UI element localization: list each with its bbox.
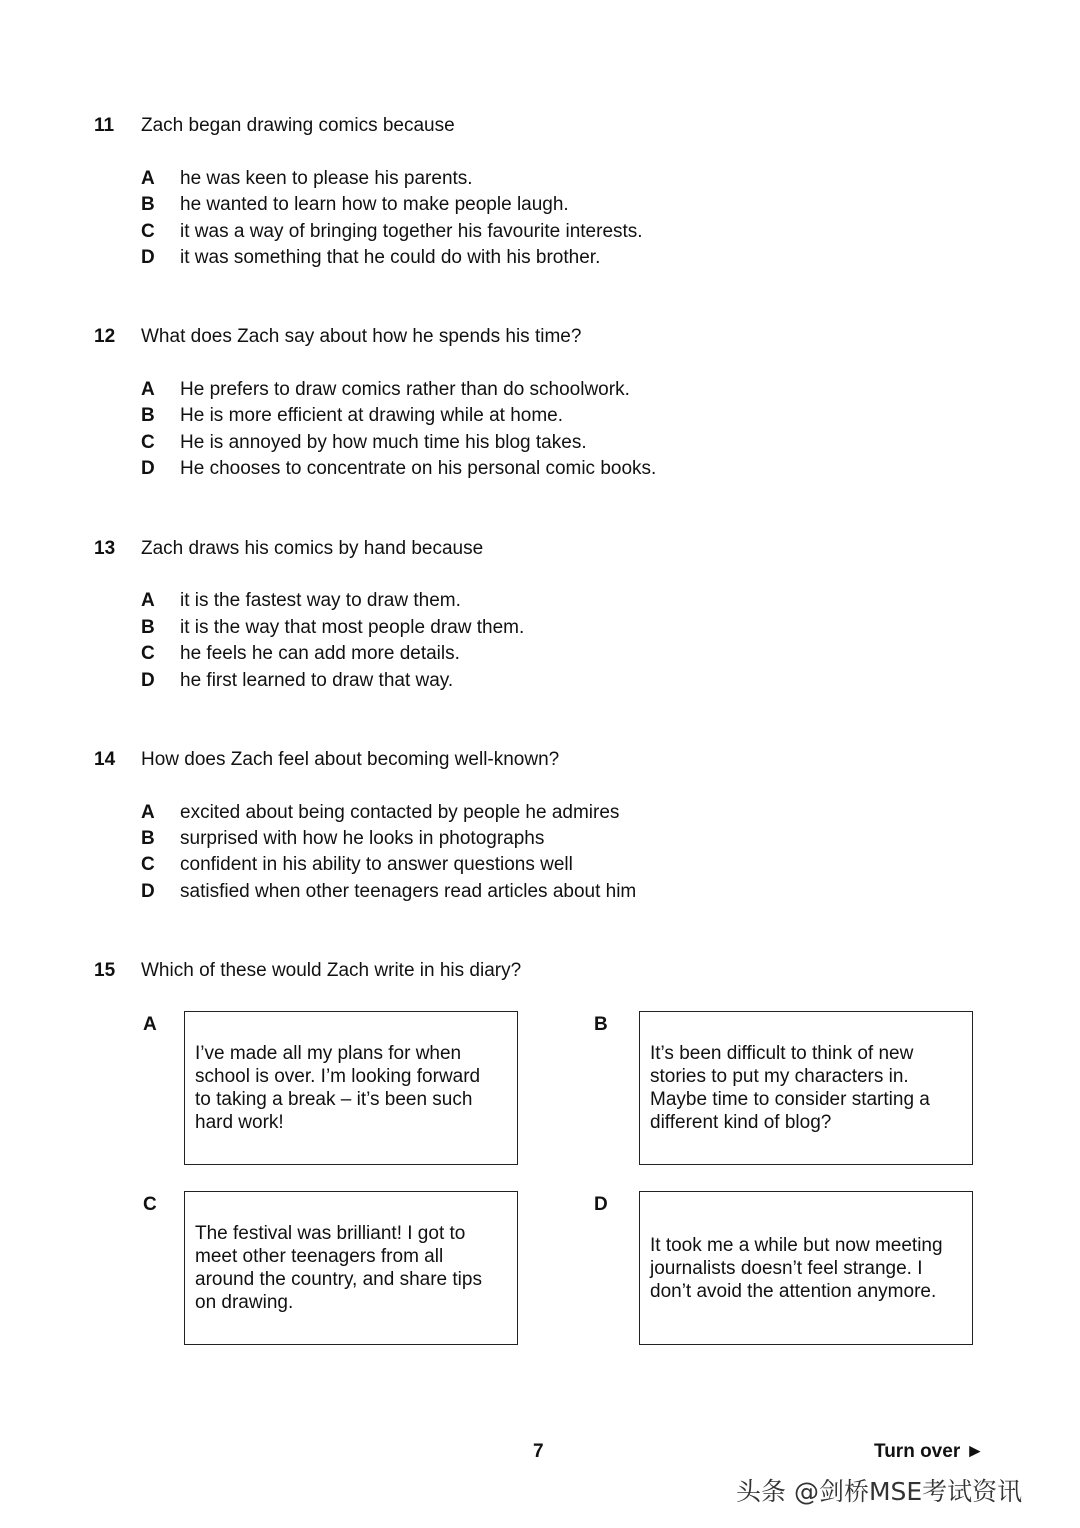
question-number: 15 [94,960,116,981]
option-c[interactable] [0,643,1080,669]
option-c[interactable] [0,432,1080,458]
option-text: it is the fastest way to draw them. [180,590,461,611]
option-text: it is the way that most people draw them. [180,617,525,638]
turn-over-label: Turn over ► [874,1441,985,1462]
option-c[interactable] [0,854,1080,880]
option-letter: A [141,802,155,823]
question-number: 14 [94,749,116,770]
diary-box-c[interactable] [184,1191,518,1345]
option-text: surprised with how he looks in photographs [180,828,545,849]
option-text: confident in his ability to answer questions well [180,854,573,875]
question-stem: Zach draws his comics by hand because [141,538,484,559]
option-text: satisfied when other teenagers read articles about him [180,881,637,902]
diary-text: The festival was brilliant! I got to meet other teenagers from all around the country, and share tips on drawing. [195,1223,482,1313]
option-text: it was a way of bringing together his favourite interests. [180,221,643,242]
option-letter: C [143,1194,157,1215]
question-stem: How does Zach feel about becoming well-known? [141,749,560,770]
watermark: 头条 @剑桥MSE考试资讯 [736,1477,1023,1506]
option-text: excited about being contacted by people he admires [180,802,620,823]
option-letter: B [594,1014,608,1035]
option-text: He prefers to draw comics rather than do schoolwork. [180,379,630,400]
option-letter: D [141,670,155,691]
question-stem: Zach began drawing comics because [141,115,455,136]
option-letter: B [141,828,155,849]
option-c[interactable] [0,221,1080,247]
diary-box-a[interactable] [184,1011,518,1165]
option-a[interactable] [0,802,1080,828]
option-text: He is annoyed by how much time his blog takes. [180,432,587,453]
option-text: He chooses to concentrate on his personal comic books. [180,458,657,479]
option-letter: A [141,168,155,189]
diary-text: I’ve made all my plans for when school is over. I’m looking forward to taking a break – it’s been such hard work! [195,1043,481,1133]
question-number: 11 [94,115,115,136]
option-letter: B [141,194,155,215]
diary-box-d[interactable] [639,1191,973,1345]
option-a[interactable] [0,379,1080,405]
option-b[interactable] [0,617,1080,643]
option-letter: C [141,854,155,875]
option-d[interactable] [0,670,1080,696]
option-text: he was keen to please his parents. [180,168,473,189]
option-b[interactable] [0,194,1080,220]
option-b[interactable] [0,405,1080,431]
option-a[interactable] [0,168,1080,194]
option-letter: D [141,881,155,902]
question-stem: What does Zach say about how he spends his time? [141,326,582,347]
option-letter: A [141,379,155,400]
diary-text: It took me a while but now meeting journalists doesn’t feel strange. I don’t avoid the attention anymore. [650,1234,943,1302]
option-letter: C [141,221,155,242]
option-letter: C [141,643,155,664]
option-text: he feels he can add more details. [180,643,460,664]
page-number: 7 [533,1441,544,1462]
option-d[interactable] [0,881,1080,907]
question-number: 13 [94,538,116,559]
option-text: he first learned to draw that way. [180,670,454,691]
option-b[interactable] [0,828,1080,854]
question-number: 12 [94,326,116,347]
option-letter: B [141,405,155,426]
option-d[interactable] [0,247,1080,273]
option-letter: D [141,458,155,479]
diary-text: It’s been difficult to think of new stories to put my characters in. Maybe time to consider starting a different kind of blog? [650,1043,930,1133]
option-letter: D [594,1194,608,1215]
option-text: he wanted to learn how to make people laugh. [180,194,569,215]
question-stem: Which of these would Zach write in his diary? [141,960,522,981]
option-text: it was something that he could do with his brother. [180,247,601,268]
option-letter: B [141,617,155,638]
option-letter: A [141,590,155,611]
option-a[interactable] [0,590,1080,616]
option-letter: A [143,1014,157,1035]
option-letter: C [141,432,155,453]
option-d[interactable] [0,458,1080,484]
diary-box-b[interactable] [639,1011,973,1165]
option-text: He is more efficient at drawing while at home. [180,405,563,426]
option-letter: D [141,247,155,268]
